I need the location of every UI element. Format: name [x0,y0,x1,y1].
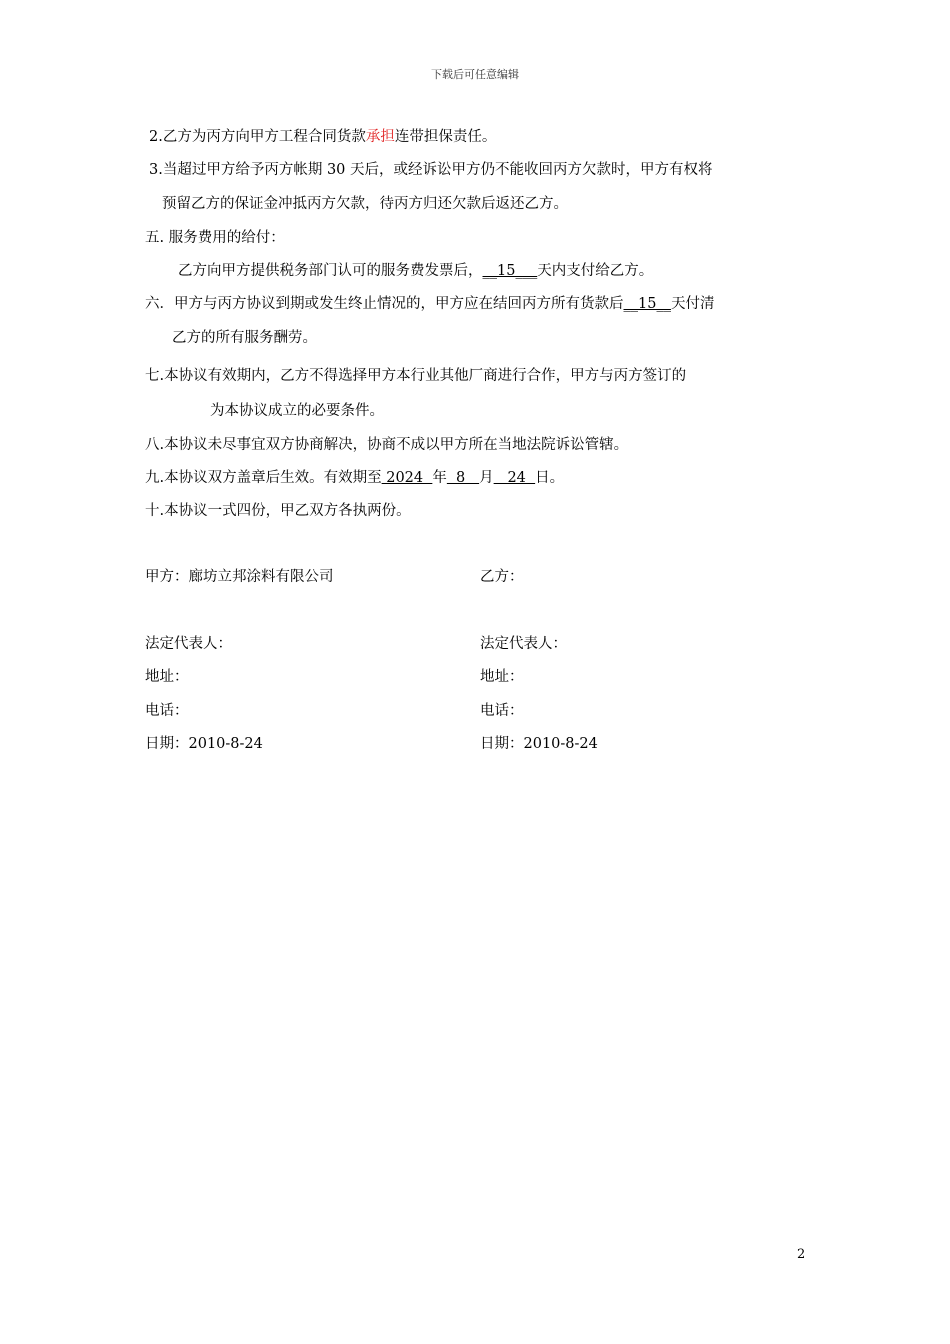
section-7-line-2: 为本协议成立的必要条件。 [210,403,384,419]
section-6-line-2: 乙方的所有服务酬劳。 [172,330,317,346]
party-a-representative: 法定代表人： [145,636,232,652]
clause-2-highlight: 承担 [365,129,395,145]
validity-month: 8 [446,470,480,486]
section-5-body [178,261,653,281]
clause-3-line-1: 3.当超过甲方给予丙方帐期 30 天后，或经诉讼甲方仍不能收回丙方欠款时，甲方有权将 [149,162,713,178]
section-5-text-after: 天内支付给乙方。 [537,263,654,279]
section-8: 八.本协议未尽事宜双方协商解决，协商不成以甲方所在当地法院诉讼管辖。 [145,437,629,453]
validity-year: 2024 [381,470,433,486]
section-5-title: 五. 服务费用的给付： [145,230,285,246]
page-header: 下载后可任意编辑 [431,68,519,81]
party-a-name: 甲方：廊坊立邦涂料有限公司 [145,569,334,585]
section-9 [145,468,564,488]
clause-2-text-after: 连带担保责任。 [394,129,497,145]
party-a-phone: 电话： [145,703,189,719]
party-b-phone: 电话： [480,703,524,719]
section-5-days: __15___ [482,263,538,279]
clause-3-line-2: 预留乙方的保证金冲抵丙方欠款，待丙方归还欠款后返还乙方。 [162,196,568,212]
page-number: 2 [797,1247,806,1262]
section-7-line-1: 七.本协议有效期内，乙方不得选择甲方本行业其他厂商进行合作，甲方与丙方签订的 [145,368,687,384]
section-6-days: __15__ [623,296,671,312]
validity-day: 24 [493,470,536,486]
party-a-address: 地址： [145,669,189,685]
day-label: 日。 [535,470,565,486]
section-10: 十.本协议一式四份，甲乙双方各执两份。 [145,503,411,519]
party-b-name: 乙方： [480,569,524,585]
party-a-date: 日期：2010-8-24 [145,736,263,752]
year-label: 年 [432,470,447,486]
party-b-representative: 法定代表人： [480,636,567,652]
section-6-line-1 [145,294,714,314]
section-9-text: 九.本协议双方盖章后生效。有效期至 [145,470,382,486]
clause-2-text-before: 2.乙方为丙方向甲方工程合同货款 [149,129,366,145]
section-5-text-before: 乙方向甲方提供税务部门认可的服务费发票后， [178,263,483,279]
section-6-text-after: 天付清 [670,296,715,312]
month-label: 月 [479,470,494,486]
section-6-text-before: 六．甲方与丙方协议到期或发生终止情况的，甲方应在结回丙方所有货款后 [145,296,624,312]
party-b-date: 日期：2010-8-24 [480,736,598,752]
party-b-address: 地址： [480,669,524,685]
clause-2 [149,127,496,147]
